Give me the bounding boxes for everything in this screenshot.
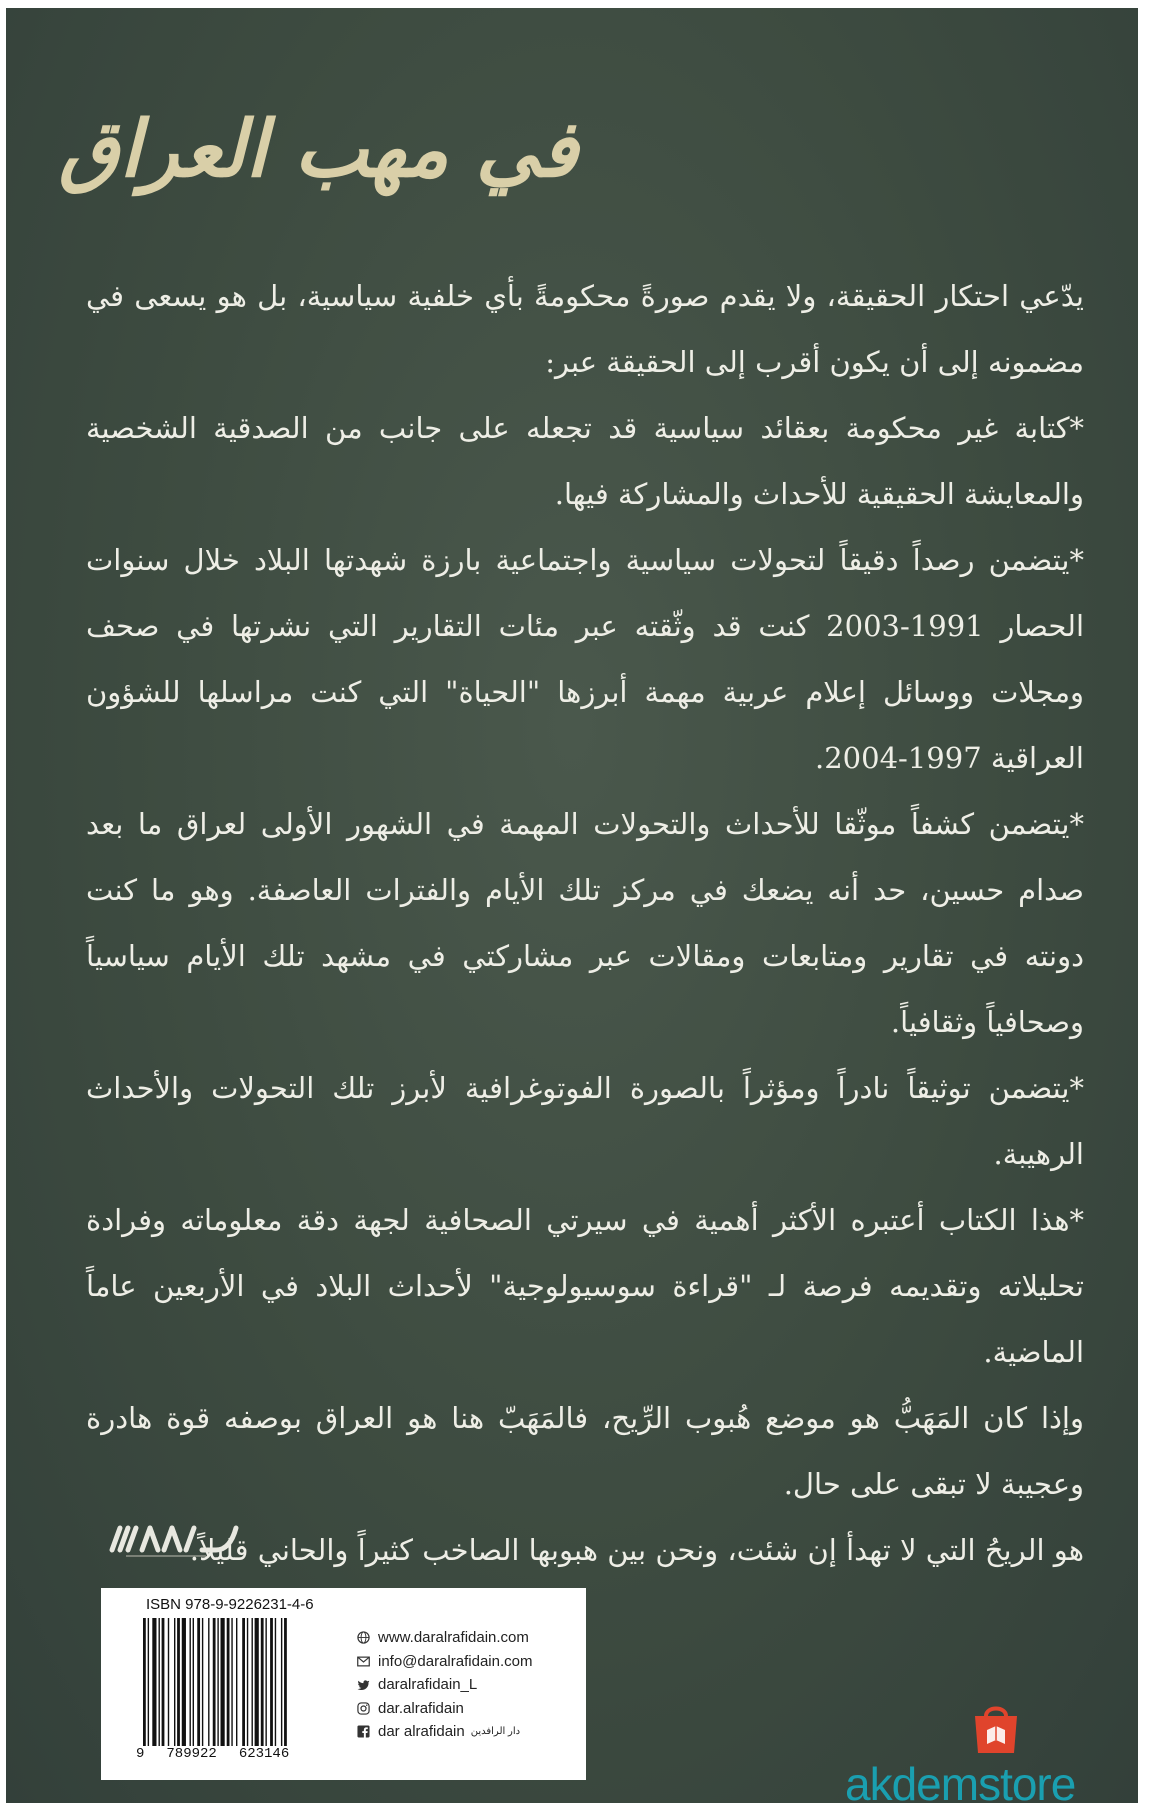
barcode-bar bbox=[190, 1618, 191, 1746]
publisher-logo bbox=[106, 1518, 256, 1560]
instagram-icon bbox=[356, 1701, 370, 1715]
barcode-bar bbox=[252, 1618, 253, 1746]
publisher-name-arabic: دار الرافدين bbox=[470, 1726, 521, 1738]
barcode-bar bbox=[197, 1618, 200, 1746]
blurb-text bbox=[86, 263, 1084, 1583]
barcode-digit-group: 9 bbox=[136, 1746, 145, 1762]
barcode-digit-group: 789922 bbox=[166, 1746, 217, 1762]
barcode-bar bbox=[281, 1618, 282, 1746]
blurb-paragraph: *يتضمن رصداً دقيقاً لتحولات سياسية واجتماعية بارزة شهدتها البلاد خلال سنوات الحصار 1991-2003 كنت قد وثّقته عبر مئات التقارير التي نشرتها في صحف ومجلات ووسائل إعلام عربية مهمة أبرزها "الحياة" التي كنت مراسلها للشؤون العراقية 1997-2004. bbox=[86, 543, 1084, 775]
barcode bbox=[141, 1618, 341, 1746]
barcode-digits bbox=[136, 1746, 356, 1762]
contact-email[interactable] bbox=[356, 1650, 586, 1674]
barcode-bar bbox=[159, 1618, 160, 1746]
barcode-bar bbox=[177, 1618, 180, 1746]
facebook-icon bbox=[356, 1725, 370, 1739]
contact-instagram[interactable] bbox=[356, 1697, 586, 1721]
barcode-bar bbox=[162, 1618, 165, 1746]
barcode-digit-group: 623146 bbox=[238, 1746, 290, 1762]
blurb-paragraph: وإذا كان المَهَبُّ هو موضع هُبوب الرِّيح، فالمَهَبّ هنا هو العراق بوصفه قوة هادرة وعجيبة لا تبقى على حال. bbox=[86, 1401, 1084, 1501]
barcode-bar bbox=[143, 1618, 146, 1746]
barcode-bar bbox=[213, 1618, 216, 1746]
barcode-bar bbox=[217, 1618, 218, 1746]
isbn-label: ISBN 978-9-9226231-4-6 bbox=[146, 1596, 314, 1613]
barcode-bar bbox=[255, 1618, 259, 1746]
contact-twitter[interactable] bbox=[356, 1673, 586, 1697]
barcode-bar bbox=[270, 1618, 273, 1746]
contact-list bbox=[356, 1626, 586, 1744]
contact-facebook[interactable] bbox=[356, 1720, 586, 1744]
store-watermark bbox=[845, 1700, 1149, 1813]
blurb-paragraph: *هذا الكتاب أعتبره الأكثر أهمية في سيرتي الصحافية لجهة دقة معلوماته وفرادة تحليلاته وتقديمه فرصة لـ "قراءة سوسيولوجية" لأحداث البلاد في الأربعين عاماً الماضية. bbox=[86, 1203, 1084, 1369]
blurb-paragraph: *يتضمن توثيقاً نادراً ومؤثراً بالصورة الفوتوغرافية لأبرز تلك التحولات والأحداث الرهيبة. bbox=[86, 1071, 1084, 1171]
isbn-contact-panel bbox=[101, 1588, 586, 1780]
barcode-bar bbox=[202, 1618, 203, 1746]
contact-text: info@daralrafidain.com bbox=[378, 1652, 533, 1670]
barcode-bar bbox=[208, 1618, 209, 1746]
barcode-bar bbox=[236, 1618, 237, 1746]
contact-text: www.daralrafidain.com bbox=[378, 1629, 529, 1647]
barcode-bar bbox=[193, 1618, 194, 1746]
book-title: في مهب العراق bbox=[58, 104, 578, 195]
contact-website[interactable] bbox=[356, 1626, 586, 1650]
barcode-bar bbox=[148, 1618, 149, 1746]
twitter-icon bbox=[356, 1678, 370, 1692]
barcode-bar bbox=[284, 1618, 287, 1746]
barcode-bar bbox=[168, 1618, 169, 1746]
barcode-bar bbox=[152, 1618, 156, 1746]
blurb-paragraph: *يتضمن كشفاً موثّقا للأحداث والتحولات المهمة في الشهور الأولى لعراق ما بعد صدام حسين، حد أنه يضعك في مركز تلك الأيام والفترات العاصفة. وهو ما كنت دونته في تقارير ومتابعات ومقالات عبر مشاركتي في مشهد تلك الأيام سياسياً وصحافياً وثقافياً. bbox=[86, 807, 1084, 1039]
barcode-bar bbox=[227, 1618, 230, 1746]
blurb-paragraph: *كتابة غير محكومة بعقائد سياسية قد تجعله على جانب من الصدقية الشخصية والمعايشة الحقيقية للأحداث والمشاركة فيها. bbox=[86, 411, 1084, 511]
barcode-bar bbox=[182, 1618, 186, 1746]
barcode-bar bbox=[242, 1618, 245, 1746]
barcode-bar bbox=[221, 1618, 225, 1746]
contact-text: daralrafidain_L bbox=[378, 1676, 478, 1694]
globe-icon bbox=[356, 1631, 370, 1645]
contact-text: dar.alrafidain bbox=[378, 1699, 464, 1717]
barcode-bar bbox=[265, 1618, 266, 1746]
barcode-bar bbox=[261, 1618, 264, 1746]
mail-icon bbox=[356, 1654, 370, 1668]
book-back-cover bbox=[6, 8, 1138, 1803]
blurb-paragraph: هو الريحُ التي لا تهدأ إن شئت، ونحن بين هبوبها الصاخب كثيراً والحاني قليلاً. bbox=[189, 1533, 1084, 1567]
barcode-bar bbox=[231, 1618, 232, 1746]
blurb-paragraph: يدّعي احتكار الحقيقة، ولا يقدم صورةً محكومةً بأي خلفية سياسية، بل هو يسعى في مضمونه إلى أن يكون أقرب إلى الحقيقة عبر: bbox=[86, 279, 1084, 379]
barcode-bar bbox=[174, 1618, 175, 1746]
barcode-bar bbox=[247, 1618, 248, 1746]
barcode-bar bbox=[275, 1618, 276, 1746]
shopping-bag-icon bbox=[970, 1700, 1022, 1755]
store-name: akdemstore bbox=[845, 1758, 1076, 1810]
contact-text: dar alrafidain bbox=[378, 1723, 465, 1741]
